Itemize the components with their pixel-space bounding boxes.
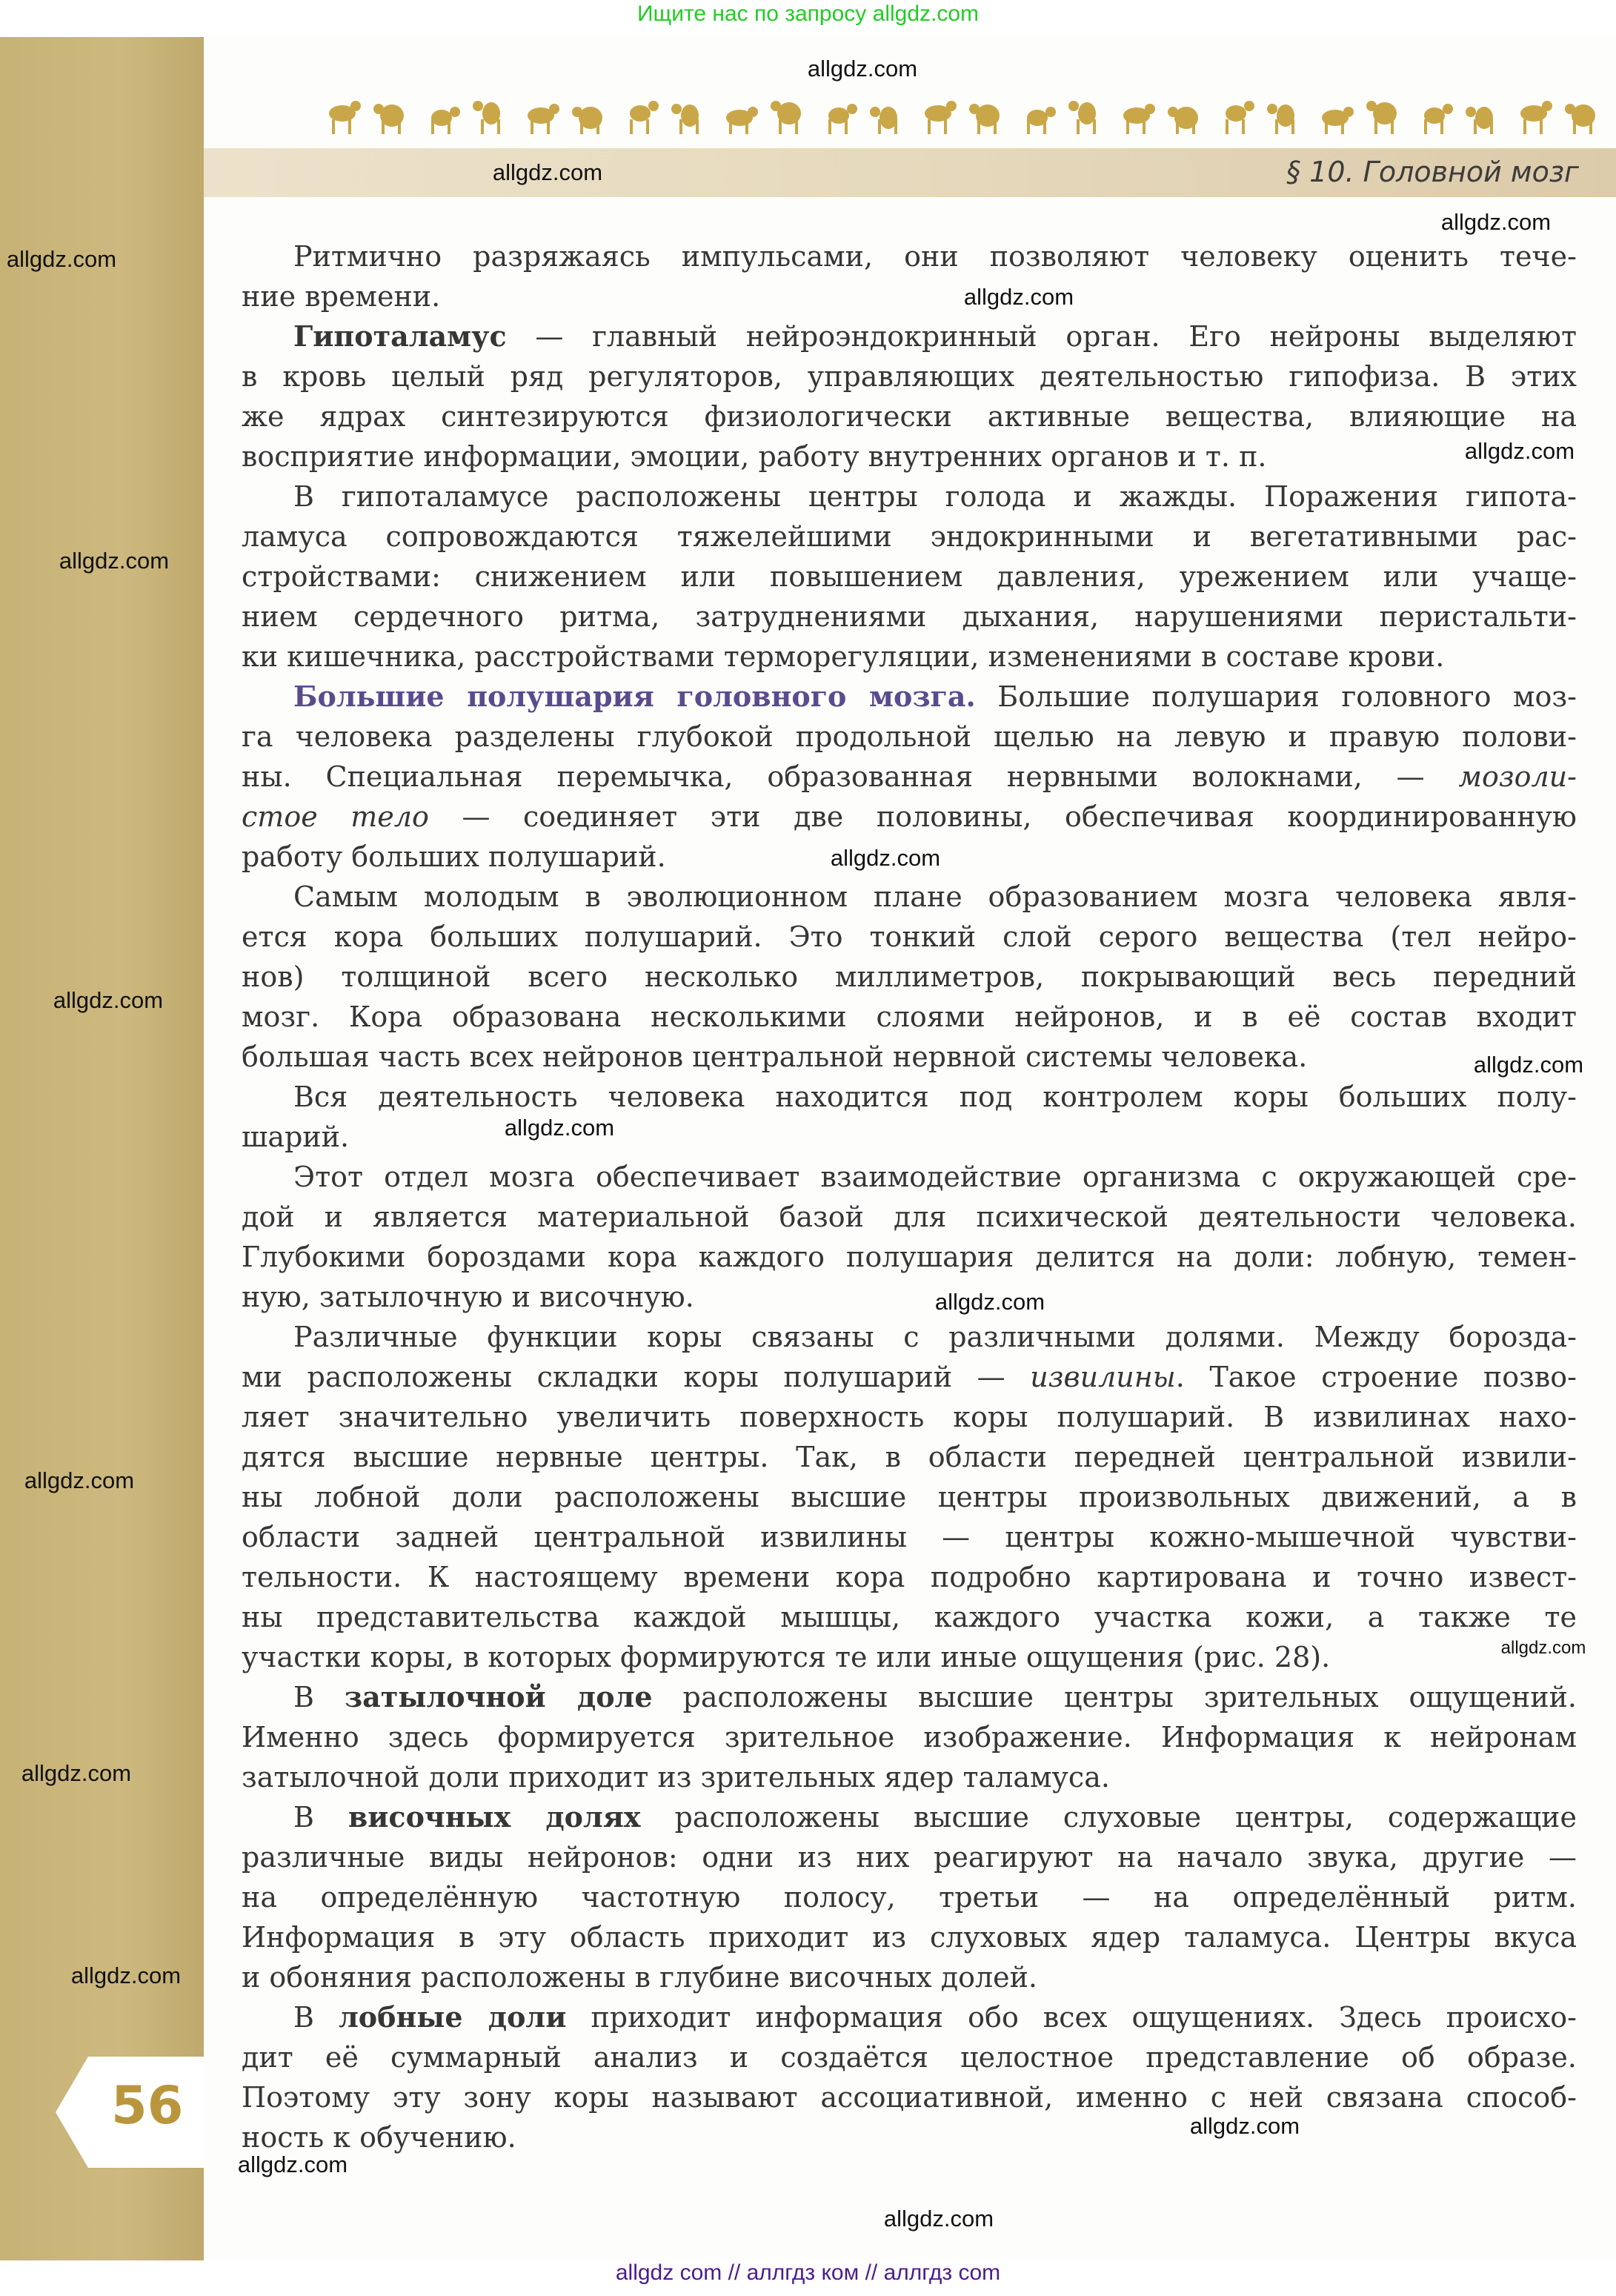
text-line	[242, 477, 1577, 517]
text-segment: ны лобной доли расположены высшие центры произвольных движений, а в	[242, 1481, 1577, 1513]
text-line	[242, 1557, 1577, 1597]
animal-silhouette-icon	[771, 101, 801, 134]
text-line	[242, 1277, 1577, 1317]
text-line	[242, 1477, 1577, 1517]
text-line	[242, 1757, 1577, 1797]
text-segment: шарий.	[242, 1121, 350, 1153]
text-line	[242, 2037, 1577, 2077]
animal-silhouette-icon	[1565, 104, 1595, 134]
watermark: allgdz.com	[24, 1467, 135, 1493]
bold-term: Гипоталамус	[293, 319, 507, 353]
watermark: allgdz.com	[6, 246, 117, 272]
watermark: allgdz.com	[1464, 438, 1575, 464]
chapter-title: § 10. Головной мозг	[1286, 156, 1579, 188]
animal-silhouette-icon	[828, 104, 857, 134]
paragraph	[242, 1077, 1577, 1157]
animal-silhouette-icon	[630, 101, 659, 134]
text-line	[242, 1637, 1577, 1677]
text-line	[242, 1957, 1577, 1997]
animal-silhouette-icon	[1466, 107, 1493, 134]
text-segment: различные виды нейронов: одни из них реагируют на начало звука, другие —	[242, 1841, 1577, 1874]
animal-silhouette-icon	[1366, 101, 1397, 134]
watermark: allgdz.com	[1189, 2113, 1300, 2139]
animal-silhouette-icon	[1322, 107, 1354, 134]
paragraph	[242, 1317, 1577, 1677]
paragraph	[242, 236, 1577, 316]
text-line	[242, 1597, 1577, 1637]
text-segment: Ритмично разряжаясь импульсами, они позволяют человеку оценить тече-	[293, 240, 1577, 273]
page-sidebar	[0, 37, 204, 2260]
text-line	[242, 997, 1577, 1037]
animal-frieze-decoration	[319, 93, 1616, 137]
text-segment: Большие полушария головного моз-	[975, 680, 1577, 713]
animal-silhouette-icon	[329, 101, 361, 134]
bold-term: височных долях	[348, 1800, 641, 1834]
text-segment: в кровь целый ряд регуляторов, управляющих деятельностью гипофиза. В этих	[242, 360, 1577, 393]
italic-term: мозоли-	[1458, 760, 1577, 793]
animal-silhouette-icon	[1424, 104, 1453, 134]
watermark: allgdz.com	[934, 1289, 1045, 1315]
text-line	[242, 1397, 1577, 1437]
text-segment: Глубокими бороздами кора каждого полушария делится на доли: лобную, темен-	[242, 1241, 1577, 1273]
animal-silhouette-icon	[1267, 104, 1294, 134]
text-segment: Информация в эту область приходит из слуховых ядер таламуса. Центры вкуса	[242, 1921, 1577, 1954]
text-segment: ляет значительно увеличить поверхность коры полушарий. В извилинах нахо-	[242, 1401, 1577, 1433]
text-segment: Этот отдел мозга обеспечивает взаимодействие организма с окружающей сре-	[293, 1161, 1577, 1193]
animal-silhouette-icon	[671, 104, 699, 134]
text-line	[242, 437, 1577, 477]
text-line	[242, 797, 1577, 837]
body-text	[242, 236, 1577, 2157]
text-segment: В	[293, 2001, 339, 2034]
text-segment: В	[293, 1801, 348, 1834]
paragraph	[242, 316, 1577, 477]
text-segment: расположены высшие слуховые центры, содержащие	[640, 1801, 1577, 1834]
text-segment: дятся высшие нервные центры. Так, в области передней центральной извили-	[242, 1441, 1577, 1473]
animal-silhouette-icon	[1520, 101, 1552, 134]
text-segment: работу больших полушарий.	[242, 840, 666, 873]
animal-silhouette-icon	[1123, 104, 1155, 134]
text-line	[242, 957, 1577, 997]
page-number: 56	[111, 2075, 184, 2136]
paragraph	[242, 1997, 1577, 2157]
text-line	[242, 597, 1577, 637]
text-line	[242, 677, 1577, 717]
text-line	[242, 757, 1577, 797]
watermark: allgdz.com	[1440, 209, 1552, 235]
text-line	[242, 276, 1577, 316]
animal-silhouette-icon	[870, 107, 897, 134]
animal-silhouette-icon	[1168, 107, 1198, 134]
text-segment: Именно здесь формируется зрительное изображение. Информация к нейронам	[242, 1721, 1577, 1753]
section-heading: Большие полушария головного мозга.	[293, 680, 976, 713]
text-line	[242, 1717, 1577, 1757]
watermark: allgdz.com	[504, 1115, 615, 1141]
text-segment: Различные функции коры связаны с различными долями. Между борозда-	[293, 1321, 1577, 1353]
text-segment: га человека разделены глубокой продольной щелью на левую и правую полови-	[242, 720, 1577, 753]
text-segment: ки кишечника, расстройствами терморегуляции, изменениями в составе крови.	[242, 640, 1445, 673]
animal-silhouette-icon	[431, 107, 460, 134]
animal-silhouette-icon	[1226, 101, 1254, 134]
text-segment: В	[293, 1681, 345, 1713]
animal-silhouette-icon	[473, 101, 500, 134]
paragraph	[242, 477, 1577, 677]
text-segment: Вся деятельность человека находится под контролем коры больших полу-	[293, 1081, 1577, 1113]
italic-term: извилины	[1030, 1361, 1176, 1393]
watermark: allgdz.com	[492, 159, 603, 185]
text-line	[242, 1197, 1577, 1237]
animal-silhouette-icon	[925, 101, 957, 134]
text-segment: — главный нейроэндокринный орган. Его нейроны выделяют	[506, 320, 1577, 353]
paragraph	[242, 1797, 1577, 1997]
text-segment: мозг. Кора образована несколькими слоями нейронов, и в её состав входит	[242, 1001, 1577, 1033]
text-segment: В гипоталамусе расположены центры голода и жажды. Поражения гипота-	[293, 480, 1577, 513]
text-segment: же ядрах синтезируются физиологически активные вещества, влияющие на	[242, 400, 1577, 433]
text-segment: ны представительства каждой мышцы, каждого участка кожи, а также те	[242, 1601, 1577, 1633]
text-segment: приходит информация обо всех ощущениях. Здесь происхо-	[566, 2001, 1577, 2034]
text-segment: ную, затылочную и височную.	[242, 1281, 694, 1313]
watermark: allgdz.com	[807, 56, 918, 82]
text-line	[242, 717, 1577, 757]
text-segment: ние времени.	[242, 280, 441, 313]
animal-silhouette-icon	[1068, 101, 1096, 134]
text-segment: восприятие информации, эмоции, работу внутренних органов и т. п.	[242, 440, 1267, 473]
animal-silhouette-icon	[528, 104, 559, 134]
watermark: allgdz.com	[1473, 1052, 1584, 1078]
animal-silhouette-icon	[1027, 107, 1056, 134]
text-line	[242, 2077, 1577, 2117]
text-segment: ми расположены складки коры полушарий —	[242, 1361, 1031, 1393]
text-line	[242, 1157, 1577, 1197]
text-line	[242, 917, 1577, 957]
text-line	[242, 637, 1577, 677]
text-segment: Самым молодым в эволюционном плане образованием мозга человека явля-	[293, 880, 1577, 913]
text-segment: ность к обучению.	[242, 2121, 516, 2154]
text-line	[242, 1317, 1577, 1357]
text-line	[242, 1877, 1577, 1917]
bold-term: затылочной доле	[344, 1680, 653, 1713]
text-line	[242, 1437, 1577, 1477]
text-line	[242, 236, 1577, 276]
text-segment: дой и является материальной базой для психической деятельности человека.	[242, 1201, 1577, 1233]
text-segment: ламуса сопровождаются тяжелейшими эндокринными и вегетативными рас-	[242, 520, 1577, 553]
text-line	[242, 1357, 1577, 1397]
watermark: allgdz.com	[1500, 1638, 1586, 1658]
text-line	[242, 1837, 1577, 1877]
italic-term: стое тело	[242, 800, 429, 833]
animal-silhouette-icon	[373, 104, 404, 134]
animal-silhouette-icon	[969, 104, 1000, 134]
watermark: allgdz.com	[883, 2206, 994, 2232]
animal-silhouette-icon	[726, 107, 758, 134]
animal-silhouette-icon	[572, 107, 602, 134]
watermark: allgdz.com	[21, 1760, 132, 1786]
bold-term: лобные доли	[338, 2000, 567, 2034]
text-segment: нов) толщиной всего несколько миллиметров, покрывающий весь передний	[242, 960, 1577, 993]
text-line	[242, 356, 1577, 397]
text-line	[242, 1517, 1577, 1557]
text-line	[242, 1997, 1577, 2037]
watermark: allgdz.com	[59, 548, 170, 574]
text-segment: Поэтому эту зону коры называют ассоциативной, именно с ней связана способ-	[242, 2081, 1577, 2114]
text-line	[242, 1237, 1577, 1277]
text-line	[242, 1077, 1577, 1117]
watermark: allgdz.com	[237, 2151, 348, 2177]
text-segment: тельности. К настоящему времени кора подробно картирована и точно извест-	[242, 1561, 1577, 1593]
text-segment: дит её суммарный анализ и создаётся целостное представление об образе.	[242, 2041, 1577, 2074]
text-segment: расположены высшие центры зрительных ощущений.	[652, 1681, 1577, 1713]
text-line	[242, 316, 1577, 356]
text-segment: участки коры, в которых формируются те или иные ощущения (рис. 28).	[242, 1641, 1331, 1673]
watermark: allgdz.com	[53, 987, 164, 1013]
text-line	[242, 1677, 1577, 1717]
paragraph	[242, 1157, 1577, 1317]
watermark: allgdz.com	[830, 845, 941, 871]
text-segment: большая часть всех нейронов центральной нервной системы человека.	[242, 1041, 1308, 1073]
paragraph	[242, 877, 1577, 1077]
text-segment: ется кора больших полушарий. Это тонкий слой серого вещества (тел нейро-	[242, 920, 1577, 953]
text-segment: на определённую частотную полосу, третьи — на определённый ритм.	[242, 1881, 1577, 1914]
text-segment: — соединяет эти две половины, обеспечивая координированную	[428, 800, 1577, 833]
text-segment: затылочной доли приходит из зрительных ядер таламуса.	[242, 1761, 1110, 1794]
text-line	[242, 557, 1577, 597]
text-line	[242, 1917, 1577, 1957]
text-segment: стройствами: снижением или повышением давления, урежением или учаще-	[242, 560, 1577, 593]
text-segment: ны. Специальная перемычка, образованная нервными волокнами, —	[242, 760, 1459, 793]
text-line	[242, 397, 1577, 437]
text-segment: . Такое строение позво-	[1175, 1361, 1577, 1393]
text-segment: области задней центральной извилины — центры кожно-мышечной чувстви-	[242, 1521, 1577, 1553]
watermark: allgdz.com	[963, 284, 1074, 310]
text-line	[242, 1117, 1577, 1157]
top-ad-link[interactable]: Ищите нас по запросу allgdz.com	[636, 1, 980, 26]
text-line	[242, 1797, 1577, 1837]
paragraph	[242, 1677, 1577, 1797]
text-line	[242, 877, 1577, 917]
watermark: allgdz.com	[70, 1962, 182, 1988]
text-line	[242, 2117, 1577, 2157]
text-line	[242, 517, 1577, 557]
text-segment: и обоняния расположены в глубине височных долей.	[242, 1961, 1038, 1994]
text-segment: нием сердечного ритма, затруднениями дыхания, нарушениями перистальти-	[242, 600, 1577, 633]
bottom-ad-link[interactable]: allgdz com // аллгдз ком // аллгдз com	[615, 2260, 1001, 2285]
text-line	[242, 1037, 1577, 1077]
